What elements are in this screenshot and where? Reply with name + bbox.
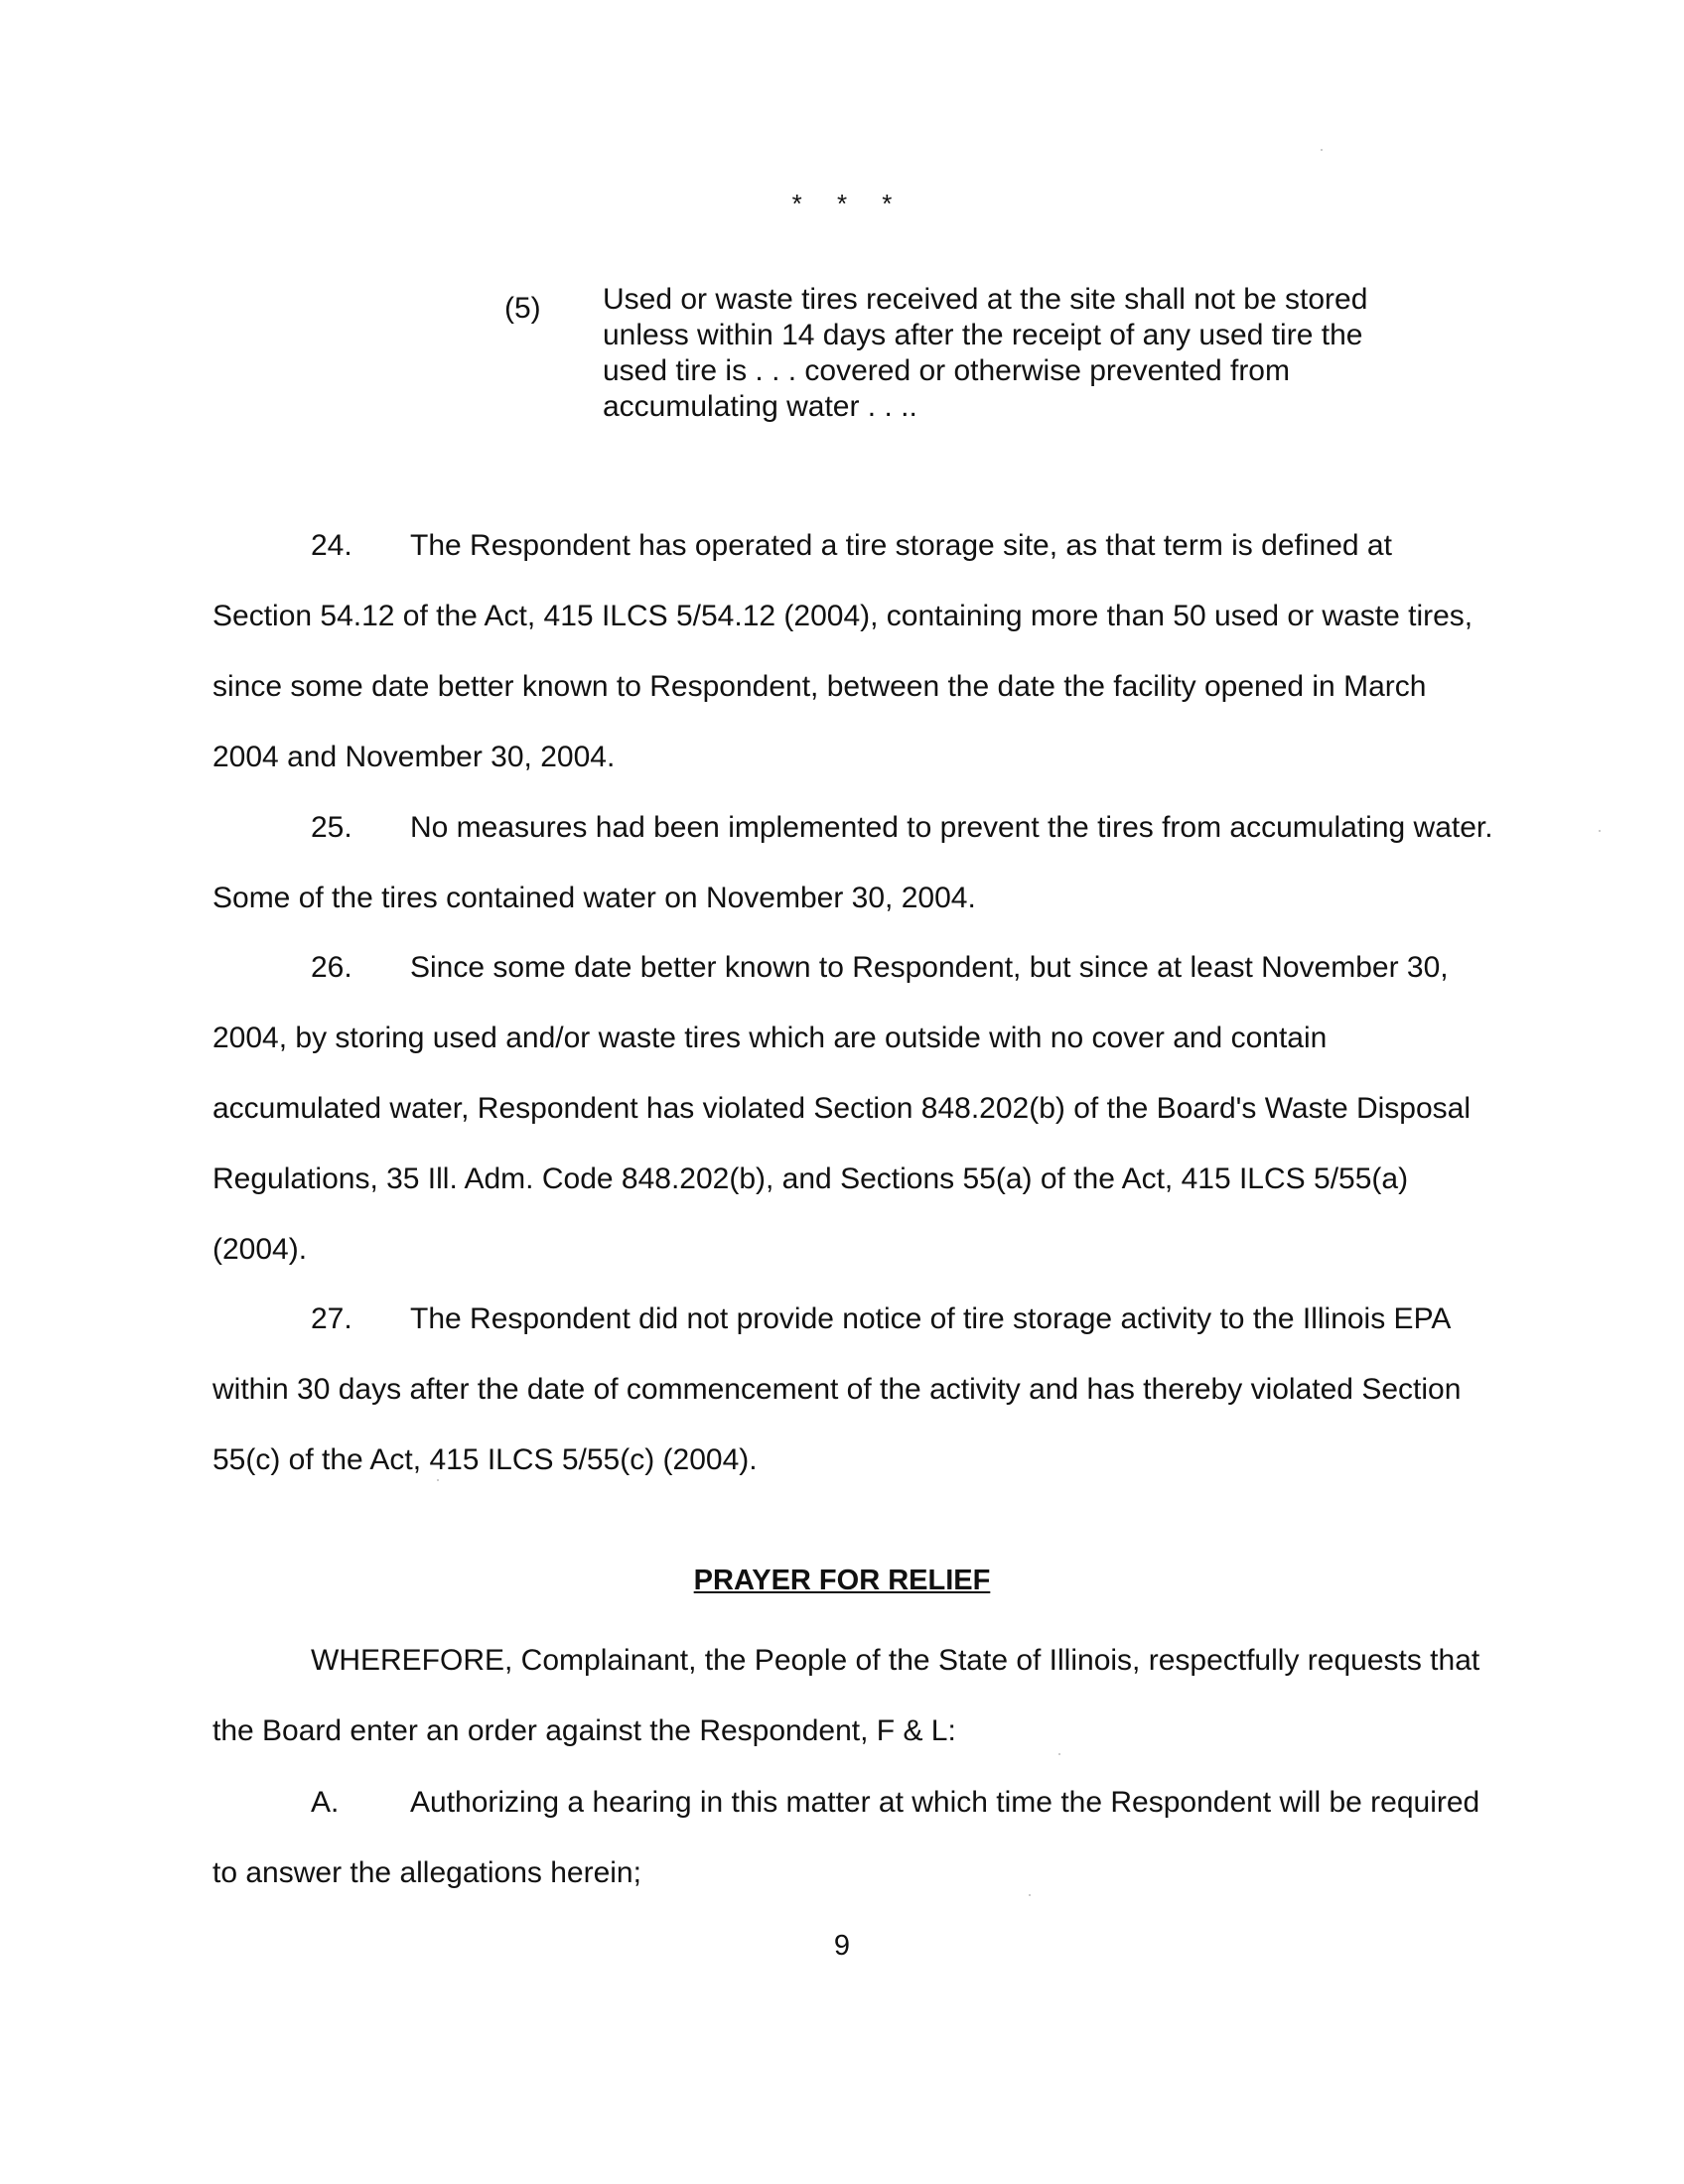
scan-speck xyxy=(437,1479,439,1481)
prayer-item-a xyxy=(212,1767,1493,1908)
paragraph-27 xyxy=(212,1284,1493,1495)
paragraph-text: Since some date better known to Respondent, but since at least November 30, 2004, by storing used and/or waste tires which are outside with no cover and contain accumulated water, Respondent has violated Section 848.202(b) of the Board's Waste Disposal Regulations, 35 Ill. Adm. Code 848.202(b), and Sections 55(a) of the Act, 415 ILCS 5/55(a) (2004). xyxy=(212,951,1472,1266)
separator-star: * xyxy=(791,189,802,218)
scan-speck xyxy=(1058,1753,1060,1755)
paragraph-number: 26. xyxy=(311,951,352,984)
page-number: 9 xyxy=(833,1930,851,1962)
paragraph-text: No measures had been implemented to prevent the tires from accumulating water. Some of the tires contained water on November 30, 2004. xyxy=(212,811,1493,914)
paragraph-text: The Respondent did not provide notice of tire storage activity to the Illinois EPA within 30 days after the date of commencement of the activity and has thereby violated Section 55(c) of the Act, 415 ILCS 5/55(c) (2004). xyxy=(212,1302,1462,1476)
quoted-rule-text: Used or waste tires received at the site shall not be stored unless within 14 days after the receipt of any used tire the used tire is . . . covered or otherwise prevented from accumulating water . . .. xyxy=(603,283,1368,423)
item-text: Authorizing a hearing in this matter at which time the Respondent will be required to answer the allegations herein; xyxy=(212,1786,1480,1889)
paragraph-number: 27. xyxy=(311,1302,352,1335)
separator-star: * xyxy=(836,189,848,218)
paragraph-26 xyxy=(212,932,1493,1285)
paragraph-24 xyxy=(212,510,1493,792)
prayer-intro: WHEREFORE, Complainant, the People of the State of Illinois, respectfully requests that the Board enter an order against the Respondent, F & L: xyxy=(212,1644,1480,1747)
paragraph-number: 25. xyxy=(311,811,352,844)
paragraph-25 xyxy=(212,792,1493,933)
separator-star: * xyxy=(882,189,893,218)
paragraph-text: The Respondent has operated a tire storage site, as that term is defined at Section 54.12 of the Act, 415 ILCS 5/54.12 (2004), containing more than 50 used or waste tires, since some date better known to Respondent, between the date the facility opened in March 2004 and November 30, 2004. xyxy=(212,529,1474,773)
scan-speck xyxy=(1029,1894,1031,1896)
item-letter: A. xyxy=(311,1786,340,1819)
section-separator xyxy=(0,189,1684,219)
scan-speck xyxy=(1321,149,1323,151)
scan-speck xyxy=(1599,830,1601,832)
prayer-heading: PRAYER FOR RELIEF xyxy=(693,1565,991,1596)
quoted-rule-number: (5) xyxy=(504,292,541,325)
paragraph-number: 24. xyxy=(311,529,352,562)
